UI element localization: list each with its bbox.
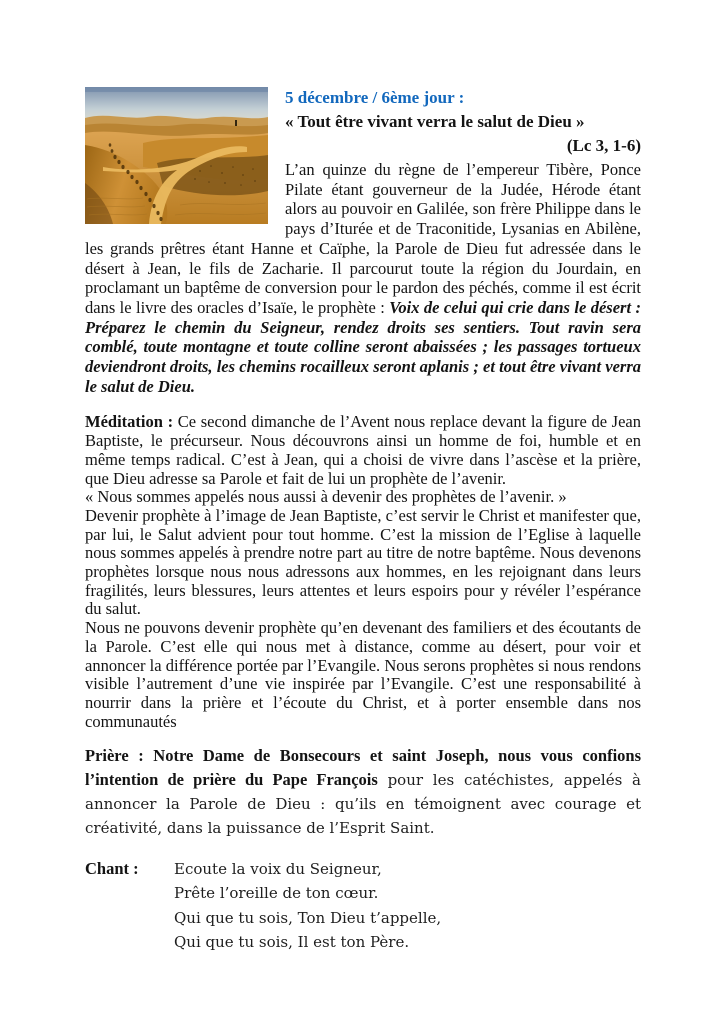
quote-title: « Tout être vivant verra le salut de Dieu » xyxy=(285,112,585,131)
chant-line: Ecoute la voix du Seigneur, xyxy=(174,859,382,878)
chant-line: Qui que tu sois, Il est ton Père. xyxy=(174,933,410,952)
desert-dunes-image xyxy=(85,87,268,224)
meditation-paragraph-1 xyxy=(85,413,641,488)
scripture-reference: (Lc 3, 1-6) xyxy=(566,136,641,155)
meditation-text-1: Ce second dimanche de l’Avent nous replace devant la figure de Jean Baptiste, le précurseur. Nous découvrons ainsi un homme de foi, humble et en même temps radical. C’est à Jean, qui a choisi de vivre dans l’ascèse et la prière, que Dieu adresse sa Parole et fait de lui un prophète de l’avenir. xyxy=(85,412,641,488)
meditation-paragraph-3: Devenir prophète à l’image de Jean Baptiste, c’est servir le Christ et manifester que, par lui, le Salut advient pour tout homme. C’est la mission de l’Eglise à laquelle nous sommes appelés à prendre notre part au titre de notre baptême. Nous devenons prophètes lorsque nous nous adressons aux hommes, en les rejoignant dans leurs fragilités, leurs blessures, leurs attentes et leurs espoirs pour y révéler l’espérance du salut. xyxy=(85,505,641,619)
desert-dunes-illustration xyxy=(85,87,268,224)
priere-label: Prière : xyxy=(85,746,144,766)
priere-section xyxy=(85,744,641,840)
chant-section xyxy=(85,857,641,955)
chant-line: Qui que tu sois, Ton Dieu t’appelle, xyxy=(174,908,442,927)
document-content xyxy=(85,85,641,955)
horizon-figure xyxy=(235,120,237,126)
gospel-quote-italic: Voix de celui qui crie dans le désert : Préparez le chemin du Seigneur, rendez droits ses sentiers. Tout ravin sera comblé, toute montagne et toute colline seront abaissées ; les passages tortueux deviendront droits, les chemins rocailleux seront aplanis ; et tout être vivant verra le salut de Dieu. xyxy=(85,297,641,396)
chant-line: Prête l’oreille de ton cœur. xyxy=(174,884,379,903)
meditation-paragraph-2: « Nous sommes appelés nous aussi à devenir des prophètes de l’avenir. » xyxy=(85,487,567,507)
gospel-text: L’an quinze du règne de l’empereur Tibère, Ponce Pilate étant gouverneur de la Judée, Hérode étant alors au pouvoir en Galilée, son frère Philippe dans le pays d’Iturée et de Traconitide, Lysanias en Abilène, les grands prêtres étant Hanne et Caïphe, la Parole de Dieu fut adressée dans le désert à Jean, le fils de Zacharie. Il parcourut toute la région du Jourdain, en proclamant un baptême de conversion pour le pardon des péchés, comme il est écrit dans le livre des oracles d’Isaïe, le prophète : xyxy=(85,160,641,317)
priere-bold-text: Notre Dame de Bonsecours et saint Joseph, nous vous confions l’intention de prière du Pape François xyxy=(85,746,641,790)
chant-lyrics xyxy=(174,857,441,955)
priere-regular-text: pour les catéchistes, appelés à annoncer la Parole de Dieu : qu’ils en témoignent avec courage et créativité, dans la puissance de l’Esprit Saint. xyxy=(85,771,641,838)
chant-label: Chant : xyxy=(85,858,139,878)
meditation-label: Méditation : xyxy=(85,412,174,432)
meditation-paragraph-4: Nous ne pouvons devenir prophète qu’en devenant des familiers et des écoutants de la Parole. C’est elle qui nous met à distance, comme au désert, pour voir et annoncer la différence portée par l’Evangile. Nous serons prophètes si nous rendons visible l’autrement d’une vie inspirée par l’Evangile. C’est une responsabilité à nourrir dans la prière et l’écoute du Christ, et à porter ensemble dans nos communautés xyxy=(85,618,641,731)
date-title: 5 décembre / 6ème jour : xyxy=(285,88,465,107)
meditation-section xyxy=(85,413,641,731)
